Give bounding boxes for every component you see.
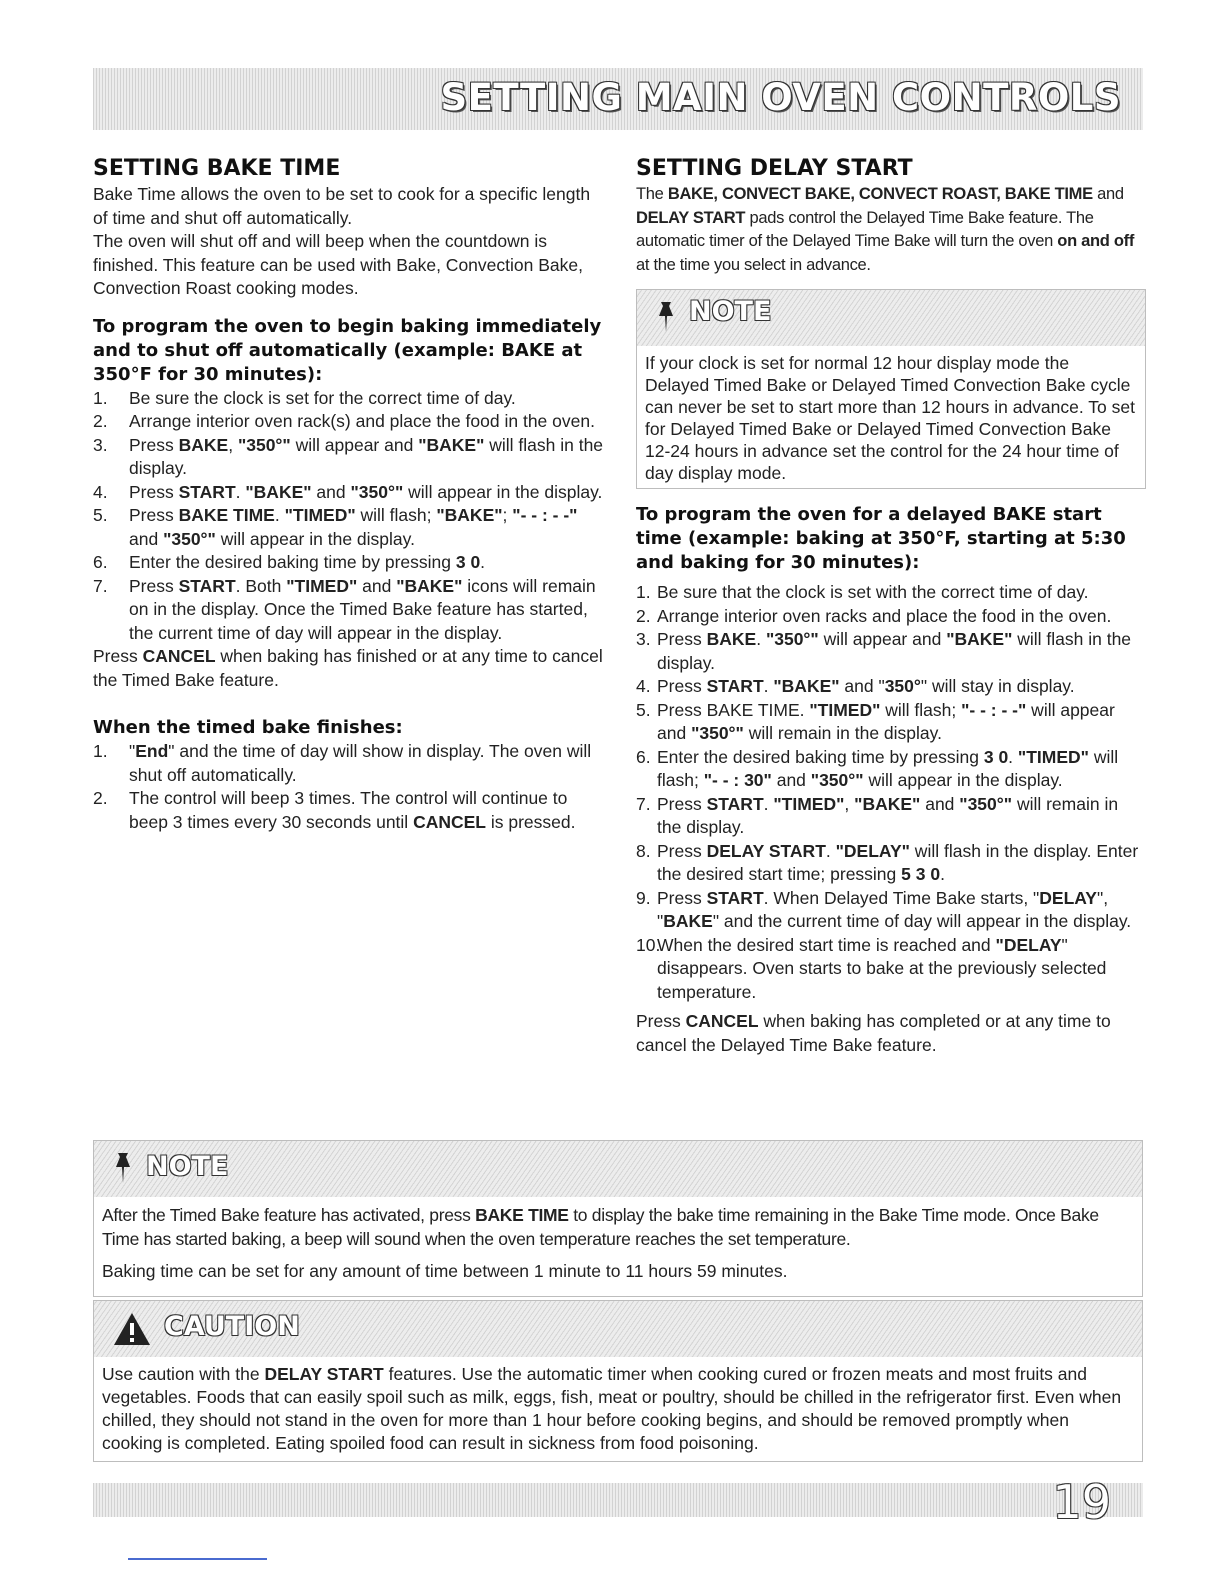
bake-time-section [93, 155, 605, 834]
bake-time-note-box [93, 1140, 1143, 1297]
timed-bake-finish-steps [93, 740, 605, 834]
note-label: NOTE [689, 296, 772, 327]
list-item: 2. The control will beep 3 times. The control will continue to beep 3 times every 30 seconds until CANCEL is pressed. [93, 788, 576, 832]
delay-program-heading: To program the oven for a delayed BAKE start time (example: baking at 350°F, starting at 5:30 and baking for 30 minutes): [636, 504, 1126, 573]
list-item: 10. When the desired start time is reached and "DELAY" disappears. Oven starts to bake at the previously selected temperature. [636, 934, 1107, 1002]
list-item: 6. Enter the desired baking time by pressing 3 0. "TIMED" will flash; "- - : 30" and "350°" will appear in the display. [636, 746, 1119, 790]
list-item: 3. Press BAKE. "350°" will appear and "BAKE" will flash in the display. [636, 629, 1132, 673]
caution-label: CAUTION [164, 1311, 300, 1342]
list-item: 7. Press START. "TIMED", "BAKE" and "350°" will remain in the display. [636, 793, 1119, 837]
timed-bake-finish-heading: When the timed bake finishes: [93, 717, 403, 738]
list-item: 1. "End" and the time of day will show in display. The oven will shut off automatically. [93, 741, 592, 785]
bake-time-intro-2: The oven will shut off and will beep when the countdown is finished. This feature can be used with Bake, Convection Bake, Convection Roast cooking modes. [93, 231, 583, 298]
note-text: If your clock is set for normal 12 hour display mode the Delayed Timed Bake or Delayed Timed Convection Bake cycle can never be set to start more than 12 hours in advance. To set for Delayed Timed Bake or Delayed Timed Convection Bake 12-24 hours in advance set the control for the 24 hour time of day display mode. [645, 353, 1135, 483]
note-label: NOTE [146, 1151, 229, 1182]
list-item: 3. Press BAKE, "350°" will appear and "BAKE" will flash in the display. [93, 434, 604, 478]
list-item: 2. Arrange interior oven racks and place the food in the oven. [636, 605, 1112, 626]
page-title: SETTING MAIN OVEN CONTROLS [440, 76, 1121, 119]
delay-start-steps [636, 581, 1146, 1004]
pushpin-icon [112, 1151, 134, 1185]
bake-time-cancel-text: Press CANCEL when baking has finished or at any time to cancel the Timed Bake feature. [93, 646, 603, 690]
list-item: 2. Arrange interior oven rack(s) and place the food in the oven. [93, 411, 595, 431]
note-body [94, 1197, 1142, 1289]
list-item: 6. Enter the desired baking time by pressing 3 0. [93, 552, 486, 572]
note-header [94, 1141, 1142, 1197]
list-item: 5. Press BAKE TIME. "TIMED" will flash; "- - : - -" will appear and "350°" will remain in the display. [636, 699, 1115, 743]
note-line-1: After the Timed Bake feature has activated, press BAKE TIME to display the bake time remaining in the Bake Time mode. Once Bake Time has started baking, a beep will sound when the oven temperature reaches the set temperature. [102, 1205, 1099, 1249]
bake-time-steps [93, 387, 605, 646]
note-header [637, 290, 1145, 346]
warning-triangle-icon [112, 1311, 152, 1347]
list-item: 1. Be sure the clock is set for the correct time of day. [93, 387, 516, 408]
delay-start-title: SETTING DELAY START [636, 156, 913, 181]
note-line-2: Baking time can be set for any amount of time between 1 minute to 11 hours 59 minutes. [102, 1261, 788, 1281]
list-item: 4. Press START. "BAKE" and "350°" will appear in the display. [93, 481, 603, 502]
caution-text: Use caution with the DELAY START features. Use the automatic timer when cooking cured or frozen meats and most fruits and vegetables. Foods that can easily spoil such as milk, eggs, fish, meat or poultry, should be chilled in the refrigerator first. Even when chilled, they should not stand in the oven for more than 1 hour before cooking begins, and should be removed promptly when cooking is completed. Eating spoiled food can result in sickness from food poisoning. [102, 1364, 1122, 1453]
list-item: 7. Press START. Both "TIMED" and "BAKE" icons will remain on in the display. Once the Timed Bake feature has started, the current time of day will appear in the display. [93, 575, 596, 643]
caution-box [93, 1300, 1143, 1462]
pushpin-icon [655, 300, 677, 334]
footer-bar [93, 1475, 1143, 1529]
list-item: 8. Press DELAY START. "DELAY" will flash in the display. Enter the desired start time; pressing 5 3 0. [636, 840, 1139, 884]
list-item: 4. Press START. "BAKE" and "350°" will stay in display. [636, 676, 1075, 696]
list-item: 9. Press START. When Delayed Time Bake starts, "DELAY", "BAKE" and the current time of day will appear in the display. [636, 887, 1132, 931]
bake-time-program-heading: To program the oven to begin baking immediately and to shut off automatically (example: BAKE at 350°F for 30 minutes): [93, 315, 602, 385]
caution-header [94, 1301, 1142, 1357]
list-item: 5. Press BAKE TIME. "TIMED" will flash; "BAKE"; "- - : - -" and "350°" will appear in the display. [93, 505, 578, 549]
delay-note-box [636, 289, 1146, 489]
delay-cancel-text: Press CANCEL when baking has completed or at any time to cancel the Delayed Time Bake feature. [636, 1011, 1111, 1055]
page-number: 19 [1052, 1475, 1111, 1529]
delay-start-intro: The BAKE, CONVECT BAKE, CONVECT ROAST, BAKE TIME and DELAY START pads control the Delayed Time Bake feature. The automatic timer of the Delayed Time Bake will turn the oven on and off at the time you select in advance. [636, 185, 1135, 274]
page-header-banner [93, 68, 1143, 130]
delay-start-section [636, 155, 1146, 1057]
bake-time-intro-1: Bake Time allows the oven to be set to cook for a specific length of time and shut off automatically. [93, 184, 591, 228]
bake-time-title: SETTING BAKE TIME [93, 156, 341, 181]
footer-divider [128, 1558, 267, 1560]
list-item: 1. Be sure that the clock is set with the correct time of day. [636, 582, 1089, 602]
